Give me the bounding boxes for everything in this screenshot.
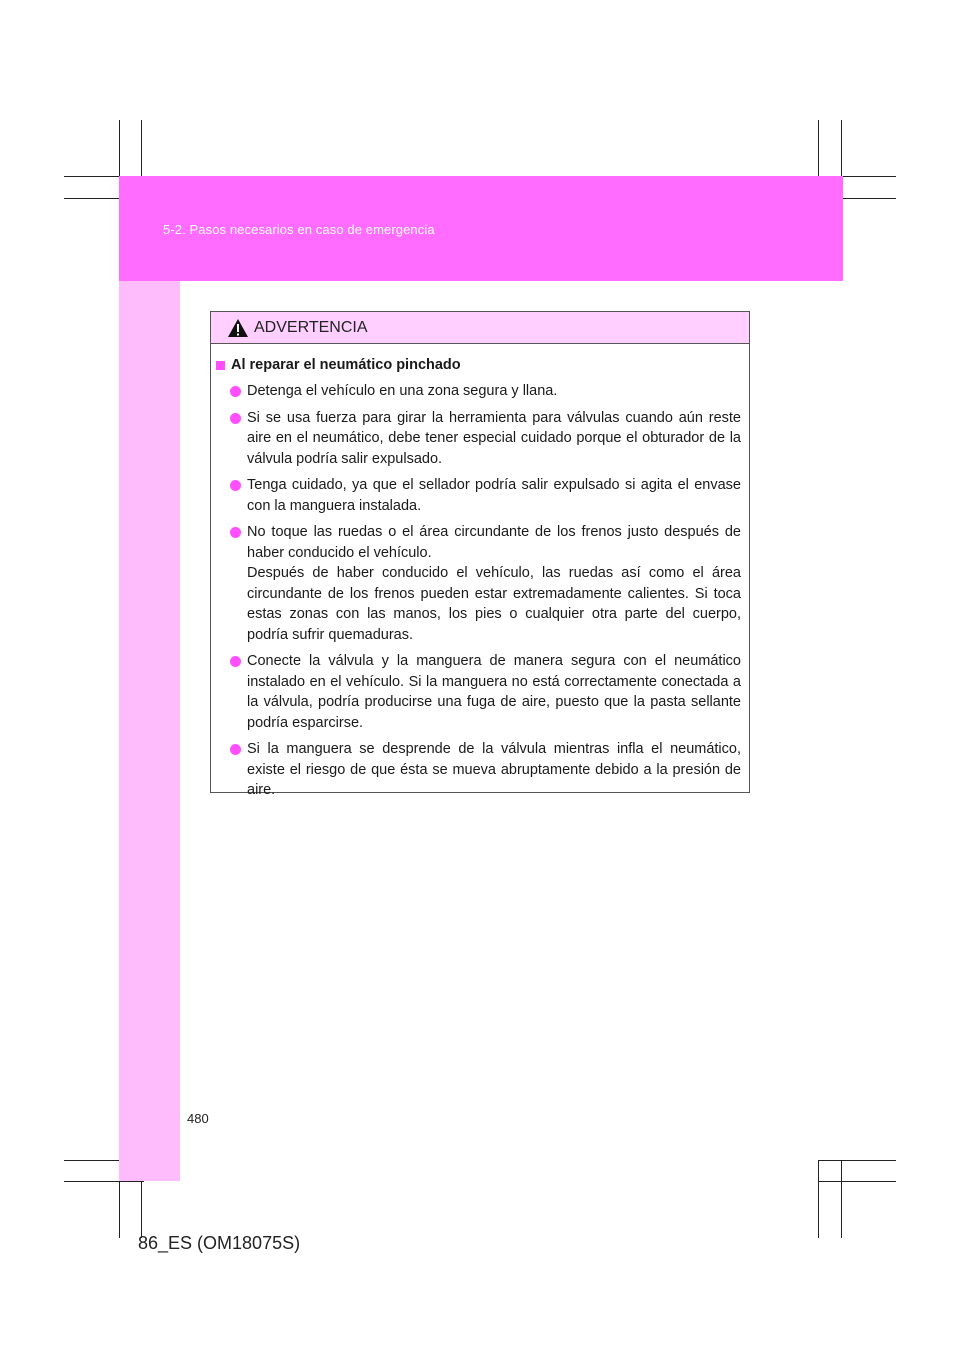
list-item [216,475,741,516]
bullet-dot-icon [230,656,241,667]
bullet-dot-icon [230,480,241,491]
section-header-title: 5-2. Pasos necesarios en caso de emergencia [163,222,435,237]
warning-header [211,312,749,344]
crop-mark [841,1160,842,1238]
side-tab-band [119,281,180,1181]
list-item [216,522,741,645]
bullet-dot-icon [230,386,241,397]
warning-section-title [216,357,741,373]
crop-mark [64,1181,144,1182]
section-title-text: Al reparar el neumático pinchado [231,357,461,373]
item-text-continued: Después de haber conducido el vehículo, las ruedas así como el área circundante de los frenos pueden estar extremadamente calientes. Si toca estas zonas con las manos, los pies o cualquier otra parte del cuerpo, podría sufrir quemaduras. [247,565,741,643]
item-text: No toque las ruedas o el área circundante de los frenos justo después de haber conducido el vehículo. [247,524,741,561]
crop-mark [818,1181,896,1182]
item-text: Tenga cuidado, ya que el sellador podría salir expulsado si agita el envase con la manguera instalada. [247,477,741,514]
list-item [216,381,741,402]
bullet-dot-icon [230,744,241,755]
list-item [216,408,741,470]
list-item [216,739,741,801]
warning-body [211,344,749,801]
page-number: 480 [187,1111,209,1126]
warning-list [216,381,741,801]
item-text: Si se usa fuerza para girar la herramienta para válvulas cuando aún reste aire en el neumático, debe tener especial cuidado porque el obturador de la válvula podría salir expulsado. [247,409,741,467]
warning-title: ADVERTENCIA [254,318,368,336]
warning-box [210,311,750,798]
item-text: Conecte la válvula y la manguera de manera segura con el neumático instalado en el vehículo. Si la manguera no está correctamente conectada a la válvula, podría producirse una fuga de aire, puesto que la pasta sellante podría esparcirse. [247,653,741,731]
bullet-dot-icon [230,413,241,424]
list-item [216,651,741,733]
crop-mark [818,1160,819,1238]
item-text: Detenga el vehículo en una zona segura y llana. [247,383,558,399]
bullet-dot-icon [230,527,241,538]
document-code: 86_ES (OM18075S) [138,1233,301,1253]
warning-triangle-icon [227,318,249,338]
crop-mark [818,1160,896,1161]
square-bullet-icon [216,361,225,370]
item-text: Si la manguera se desprende de la válvula mientras infla el neumático, existe el riesgo de que ésta se mueva abruptamente debido a la presión de aire. [247,741,741,798]
